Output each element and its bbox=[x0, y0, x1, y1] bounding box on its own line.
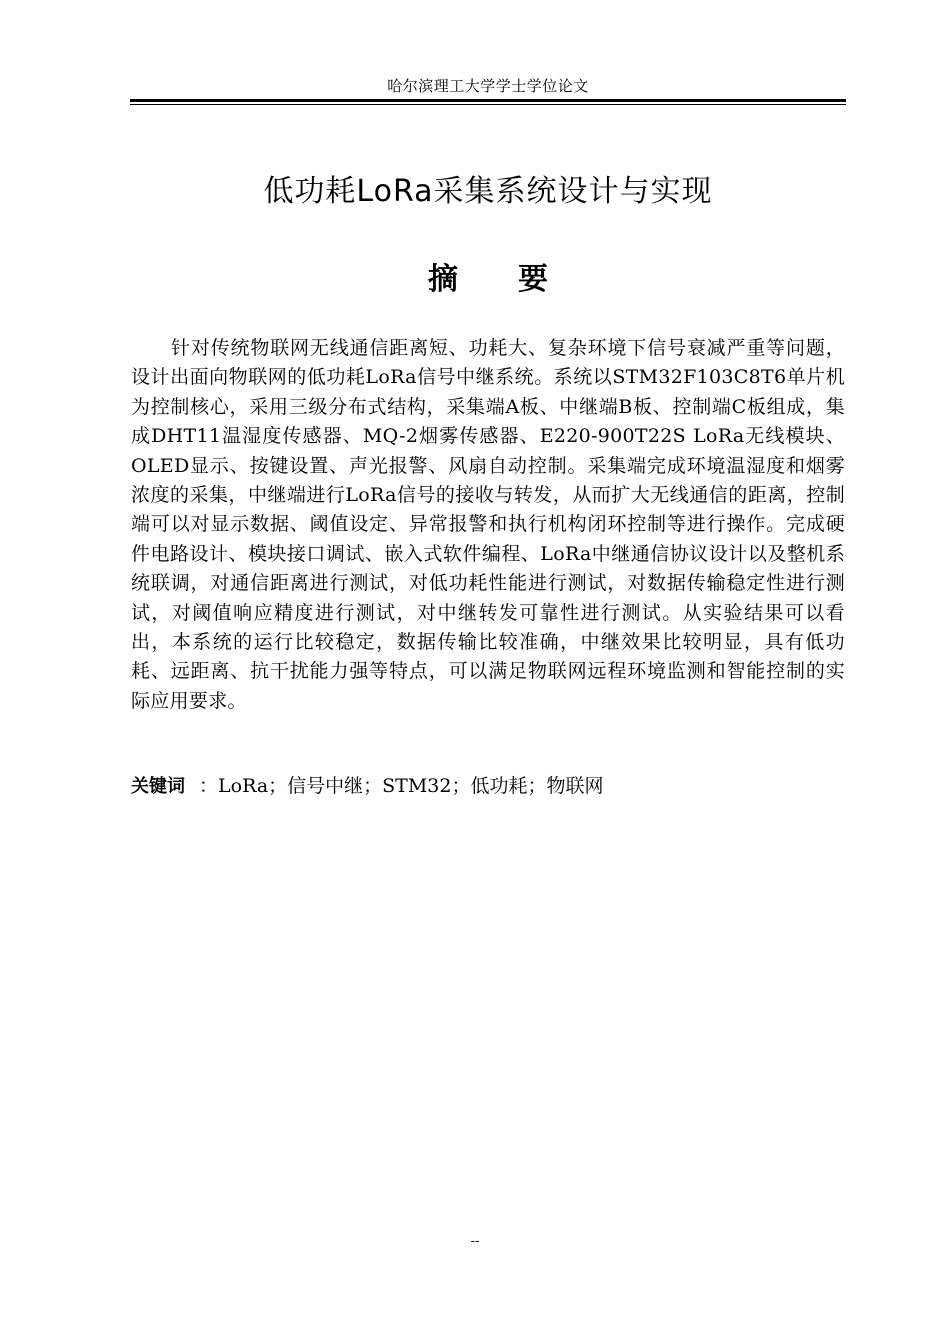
thesis-title: 低功耗LoRa采集系统设计与实现 bbox=[263, 174, 713, 209]
keywords-line bbox=[131, 772, 845, 801]
page-number: -- bbox=[470, 1234, 480, 1249]
keywords-colon: ： bbox=[199, 775, 219, 797]
abstract-heading bbox=[130, 258, 846, 302]
abstract-heading-char-2: 要 bbox=[518, 262, 548, 297]
keywords-label: 关键词 bbox=[131, 776, 185, 797]
header-rule-thin bbox=[130, 104, 846, 105]
abstract-body: 针对传统物联网无线通信距离短、功耗大、复杂环境下信号衰减严重等问题，设计出面向物联网的低功耗LoRa信号中继系统。系统以STM32F103C8T6单片机为控制核心，采用三级分布式结构，采集端A板、中继端B板、控制端C板组成，集成DHT11温湿度传感器、MQ-2烟雾传感器、E220-900T22S LoRa无线模块、OLED显示、按键设置、声光报警、风扇自动控制。采集端完成环境温湿度和烟雾浓度的采集，中继端进行LoRa信号的接收与转发，从而扩大无线通信的距离，控制端可以对显示数据、阈值设定、异常报警和执行机构闭环控制等进行操作。完成硬件电路设计、模块接口调试、嵌入式软件编程、LoRa中继通信协议设计以及整机系统联调，对通信距离进行测试，对低功耗性能进行测试，对数据传输稳定性进行测试，对阈值响应精度进行测试，对中继转发可靠性进行测试。从实验结果可以看出，本系统的运行比较稳定，数据传输比较准确，中继效果比较明显，具有低功耗、远距离、抗干扰能力强等特点，可以满足物联网远程环境监测和智能控制的实际应用要求。 bbox=[131, 337, 845, 712]
abstract-heading-char-1: 摘 bbox=[428, 262, 458, 297]
running-header: 哈尔滨理工大学学士学位论文 bbox=[387, 77, 589, 95]
keywords-text: LoRa；信号中继；STM32；低功耗；物联网 bbox=[218, 775, 604, 797]
header-rule-thick bbox=[130, 99, 846, 102]
